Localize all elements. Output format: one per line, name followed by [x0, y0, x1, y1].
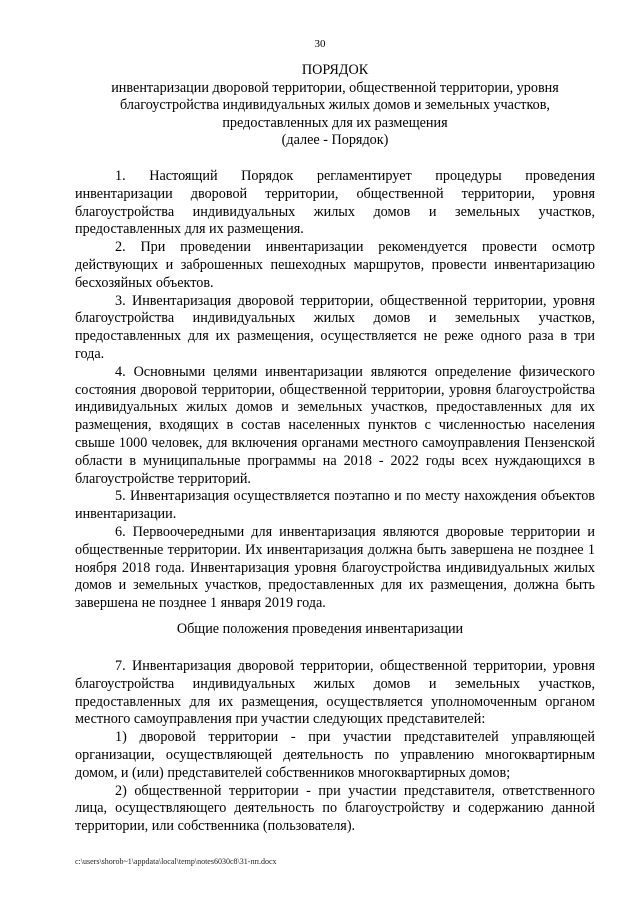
document-body-section	[75, 658, 595, 836]
list-item: 2) общественной территории - при участии представителя, ответственного лица, осуществляющего деятельность по благоустройству и содержанию данной территории, или собственника (пользователя).	[75, 782, 595, 835]
document-title	[70, 62, 600, 150]
paragraph: 7. Инвентаризация дворовой территории, общественной территории, уровня благоустройства индивидуальных жилых домов и земельных участков, предоставленных для их размещения, осуществляется уполномоченным органом местного самоуправления при участии следующих представителей:	[75, 658, 595, 728]
list-item: 1) дворовой территории - при участии представителей управляющей организации, осуществляющей деятельность по управлению многоквартирным домом, и (или) представителей собственников многоквартирных домов;	[75, 729, 595, 781]
page-number: 30	[314, 38, 326, 50]
paragraph: 2. При проведении инвентаризации рекомендуется провести осмотр действующих и заброшенных пешеходных маршрутов, провести инвентаризацию бесхозяйных объектов.	[75, 239, 595, 291]
paragraph: 4. Основными целями инвентаризации являются определение физического состояния дворовой территории, общественной территории, уровня благоустройства индивидуальных жилых домов и земельных участков, предоставленных для их размещения, входящих в состав населенных пунктов с численностью населения свыше 1000 человек, для включения органами местного самоуправления Пензенской области в муниципальные программы на 2018 - 2022 годы всех нуждающихся в благоустройстве территорий.	[75, 363, 595, 487]
document-body	[75, 168, 595, 613]
title-heading: ПОРЯДОК	[301, 62, 369, 78]
paragraph: 3. Инвентаризация дворовой территории, общественной территории, уровня благоустройства индивидуальных жилых домов и земельных участков, предоставленных для их размещения, осуществляется не реже одного раза в три года.	[75, 292, 595, 362]
title-line: инвентаризации дворовой территории, общественной территории, уровня	[111, 79, 559, 96]
paragraph: 1. Настоящий Порядок регламентирует процедуры проведения инвентаризации дворовой территории, общественной территории, уровня благоустройства индивидуальных жилых домов и земельных участков, предоставленных для их размещения.	[75, 168, 595, 238]
section-heading: Общие положения проведения инвентаризации	[176, 621, 464, 637]
title-line: благоустройства индивидуальных жилых домов и земельных участков,	[120, 97, 550, 113]
title-line: (далее - Порядок)	[281, 132, 389, 148]
paragraph: 6. Первоочередными для инвентаризация являются дворовые территории и общественные территории. Их инвентаризация должна быть завершена не позднее 1 ноября 2018 года. Инвентаризация уровня благоустройства индивидуальных жилых домов и земельных участков, предоставленных для их размещения, должна быть завершена не позднее 1 января 2019 года.	[75, 523, 595, 612]
paragraph: 5. Инвентаризация осуществляется поэтапно и по месту нахождения объектов инвентаризации.	[75, 488, 595, 523]
title-line: предоставленных для их размещения	[222, 114, 448, 131]
footer-file-path: c:\users\shorob~1\appdata\local\temp\notes6030c8\31-пп.docx	[75, 857, 277, 866]
